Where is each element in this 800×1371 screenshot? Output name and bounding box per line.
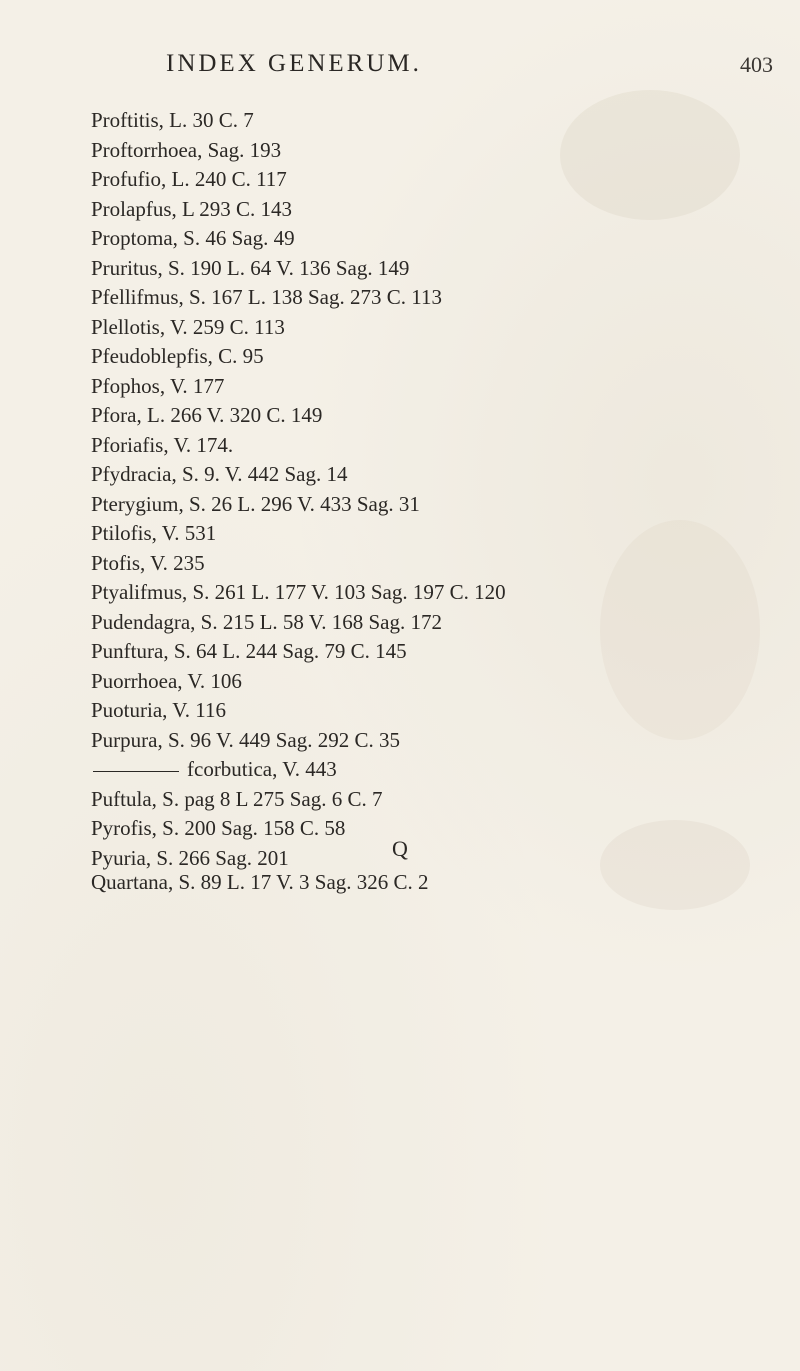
index-entry: Pfellifmus, S. 167 L. 138 Sag. 273 C. 113	[91, 285, 442, 309]
index-entry-continuation-text: fcorbutica, V. 443	[187, 757, 337, 781]
index-entry-list	[91, 106, 791, 873]
index-entry: Quartana, S. 89 L. 17 V. 3 Sag. 326 C. 2	[91, 870, 429, 894]
index-entry: Pfophos, V. 177	[91, 373, 225, 398]
index-entry: Punftura, S. 64 L. 244 Sag. 79 C. 145	[91, 639, 407, 663]
index-entry: Profufio, L. 240 C. 117	[91, 167, 287, 191]
index-entry: Pfydracia, S. 9. V. 442 Sag. 14	[91, 462, 348, 486]
index-entry: Ptilofis, V. 531	[91, 521, 217, 545]
index-entry: Proftitis, L. 30 C. 7	[91, 108, 254, 132]
index-entry: Pterygium, S. 26 L. 296 V. 433 Sag. 31	[91, 491, 420, 516]
index-entry-list-q	[91, 868, 791, 898]
index-entry: Ptofis, V. 235	[91, 550, 205, 575]
index-entry: Pruritus, S. 190 L. 64 V. 136 Sag. 149	[91, 255, 410, 280]
index-entry: Purpura, S. 96 V. 449 Sag. 292 C. 35	[91, 727, 401, 752]
index-entry: Proftorrhoea, Sag. 193	[91, 137, 282, 162]
ditto-dash	[93, 771, 179, 772]
index-entry: Pfora, L. 266 V. 320 C. 149	[91, 403, 323, 427]
index-entry: Pforiafis, V. 174.	[91, 432, 234, 457]
index-entry: Plellotis, V. 259 C. 113	[91, 314, 285, 339]
index-entry-continuation	[91, 755, 791, 785]
index-entry: Puorrhoea, V. 106	[91, 668, 242, 693]
index-entry: Proptoma, S. 46 Sag. 49	[91, 226, 295, 250]
page-number: 403	[740, 52, 773, 77]
index-entry: Prolapfus, L 293 C. 143	[91, 196, 293, 221]
index-entry: Puftula, S. pag 8 L 275 Sag. 6 C. 7	[91, 786, 383, 811]
index-entry: Puoturia, V. 116	[91, 698, 226, 722]
index-entry: Pudendagra, S. 215 L. 58 V. 168 Sag. 172	[91, 609, 442, 634]
index-entry: Pfeudoblepfis, C. 95	[91, 344, 264, 368]
running-head: INDEX GENERUM.	[166, 50, 422, 77]
index-entry: Ptyalifmus, S. 261 L. 177 V. 103 Sag. 197 C. 120	[91, 580, 506, 604]
index-entry: Pyuria, S. 266 Sag. 201	[91, 845, 289, 870]
index-entry: Pyrofis, S. 200 Sag. 158 C. 58	[91, 816, 346, 840]
section-letter-q: Q	[392, 836, 408, 861]
